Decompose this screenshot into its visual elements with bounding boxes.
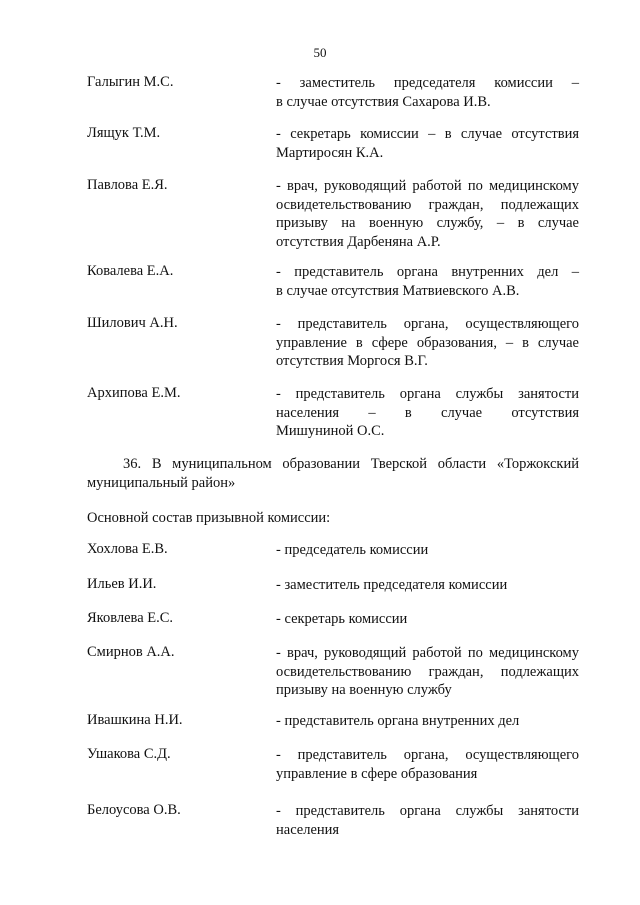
member-role xyxy=(276,263,579,300)
member-name: Хохлова Е.В. xyxy=(87,541,168,557)
role-line: управление в сфере образования, – в случае xyxy=(276,334,579,351)
role-line: призыву на военную службу xyxy=(276,682,452,698)
member-role xyxy=(276,74,579,111)
role-line: призыву на военную службу, – в случае xyxy=(276,215,579,231)
role-line: - секретарь комиссии – в случае отсутствия xyxy=(276,126,579,142)
role-line: освидетельствованию граждан, подлежащих xyxy=(276,663,579,680)
member-name: Шилович А.Н. xyxy=(87,315,178,331)
member-role xyxy=(276,644,579,700)
role-line: - представитель органа, осуществляющего xyxy=(276,747,579,763)
section-heading-line-1: 36. В муниципальном образовании Тверской области «Торжокский xyxy=(123,456,579,472)
section-heading xyxy=(87,455,579,492)
section-heading-line-2: муниципальный район» xyxy=(87,474,236,491)
role-line: освидетельствованию граждан, подлежащих xyxy=(276,196,579,213)
member-role xyxy=(276,385,579,441)
role-line: - врач, руководящий работой по медицинскому xyxy=(276,645,579,661)
role-line: отсутствия Моргося В.Г. xyxy=(276,353,428,369)
member-role xyxy=(276,712,579,731)
member-name: Архипова Е.М. xyxy=(87,385,181,401)
member-role xyxy=(276,802,579,839)
member-name: Ильев И.И. xyxy=(87,576,157,592)
member-role xyxy=(276,315,579,371)
role-line: - заместитель председателя комиссии xyxy=(276,577,508,593)
role-line: населения xyxy=(276,821,340,838)
member-name: Ивашкина Н.И. xyxy=(87,712,183,728)
member-role xyxy=(276,177,579,251)
role-line: - представитель органа, осуществляющего xyxy=(276,316,579,332)
role-line: Мишуниной О.С. xyxy=(276,423,385,439)
role-line: в случае отсутствия Матвиевского А.В. xyxy=(276,282,520,299)
member-name: Павлова Е.Я. xyxy=(87,177,168,193)
role-line: отсутствия Дарбеняна А.Р. xyxy=(276,233,441,250)
member-name: Ковалева Е.А. xyxy=(87,263,174,279)
role-line: - председатель комиссии xyxy=(276,542,429,558)
member-name: Лящук Т.М. xyxy=(87,125,161,141)
role-line: в случае отсутствия Сахарова И.В. xyxy=(276,93,491,110)
role-line: - врач, руководящий работой по медицинскому xyxy=(276,178,579,194)
member-role xyxy=(276,576,579,595)
member-name: Яковлева Е.С. xyxy=(87,610,174,626)
role-line: управление в сфере образования xyxy=(276,765,478,782)
role-line: - представитель органа службы занятости xyxy=(276,386,579,402)
member-name: Ушакова С.Д. xyxy=(87,746,171,762)
role-line: - представитель органа внутренних дел xyxy=(276,713,520,729)
role-line: - заместитель председателя комиссии – xyxy=(276,75,579,91)
member-name: Смирнов А.А. xyxy=(87,644,175,660)
member-role xyxy=(276,746,579,783)
subheading: Основной состав призывной комиссии: xyxy=(87,510,331,526)
member-role xyxy=(276,541,579,560)
page-number: 50 xyxy=(313,45,327,60)
role-line: населения – в случае отсутствия xyxy=(276,404,579,421)
role-line: - представитель органа внутренних дел – xyxy=(276,264,579,280)
member-name: Галыгин М.С. xyxy=(87,74,174,90)
member-name: Белоусова О.В. xyxy=(87,802,181,818)
member-role xyxy=(276,125,579,162)
role-line: Мартиросян К.А. xyxy=(276,144,384,161)
role-line: - представитель органа службы занятости xyxy=(276,803,579,819)
role-line: - секретарь комиссии xyxy=(276,611,408,627)
member-role xyxy=(276,610,579,629)
